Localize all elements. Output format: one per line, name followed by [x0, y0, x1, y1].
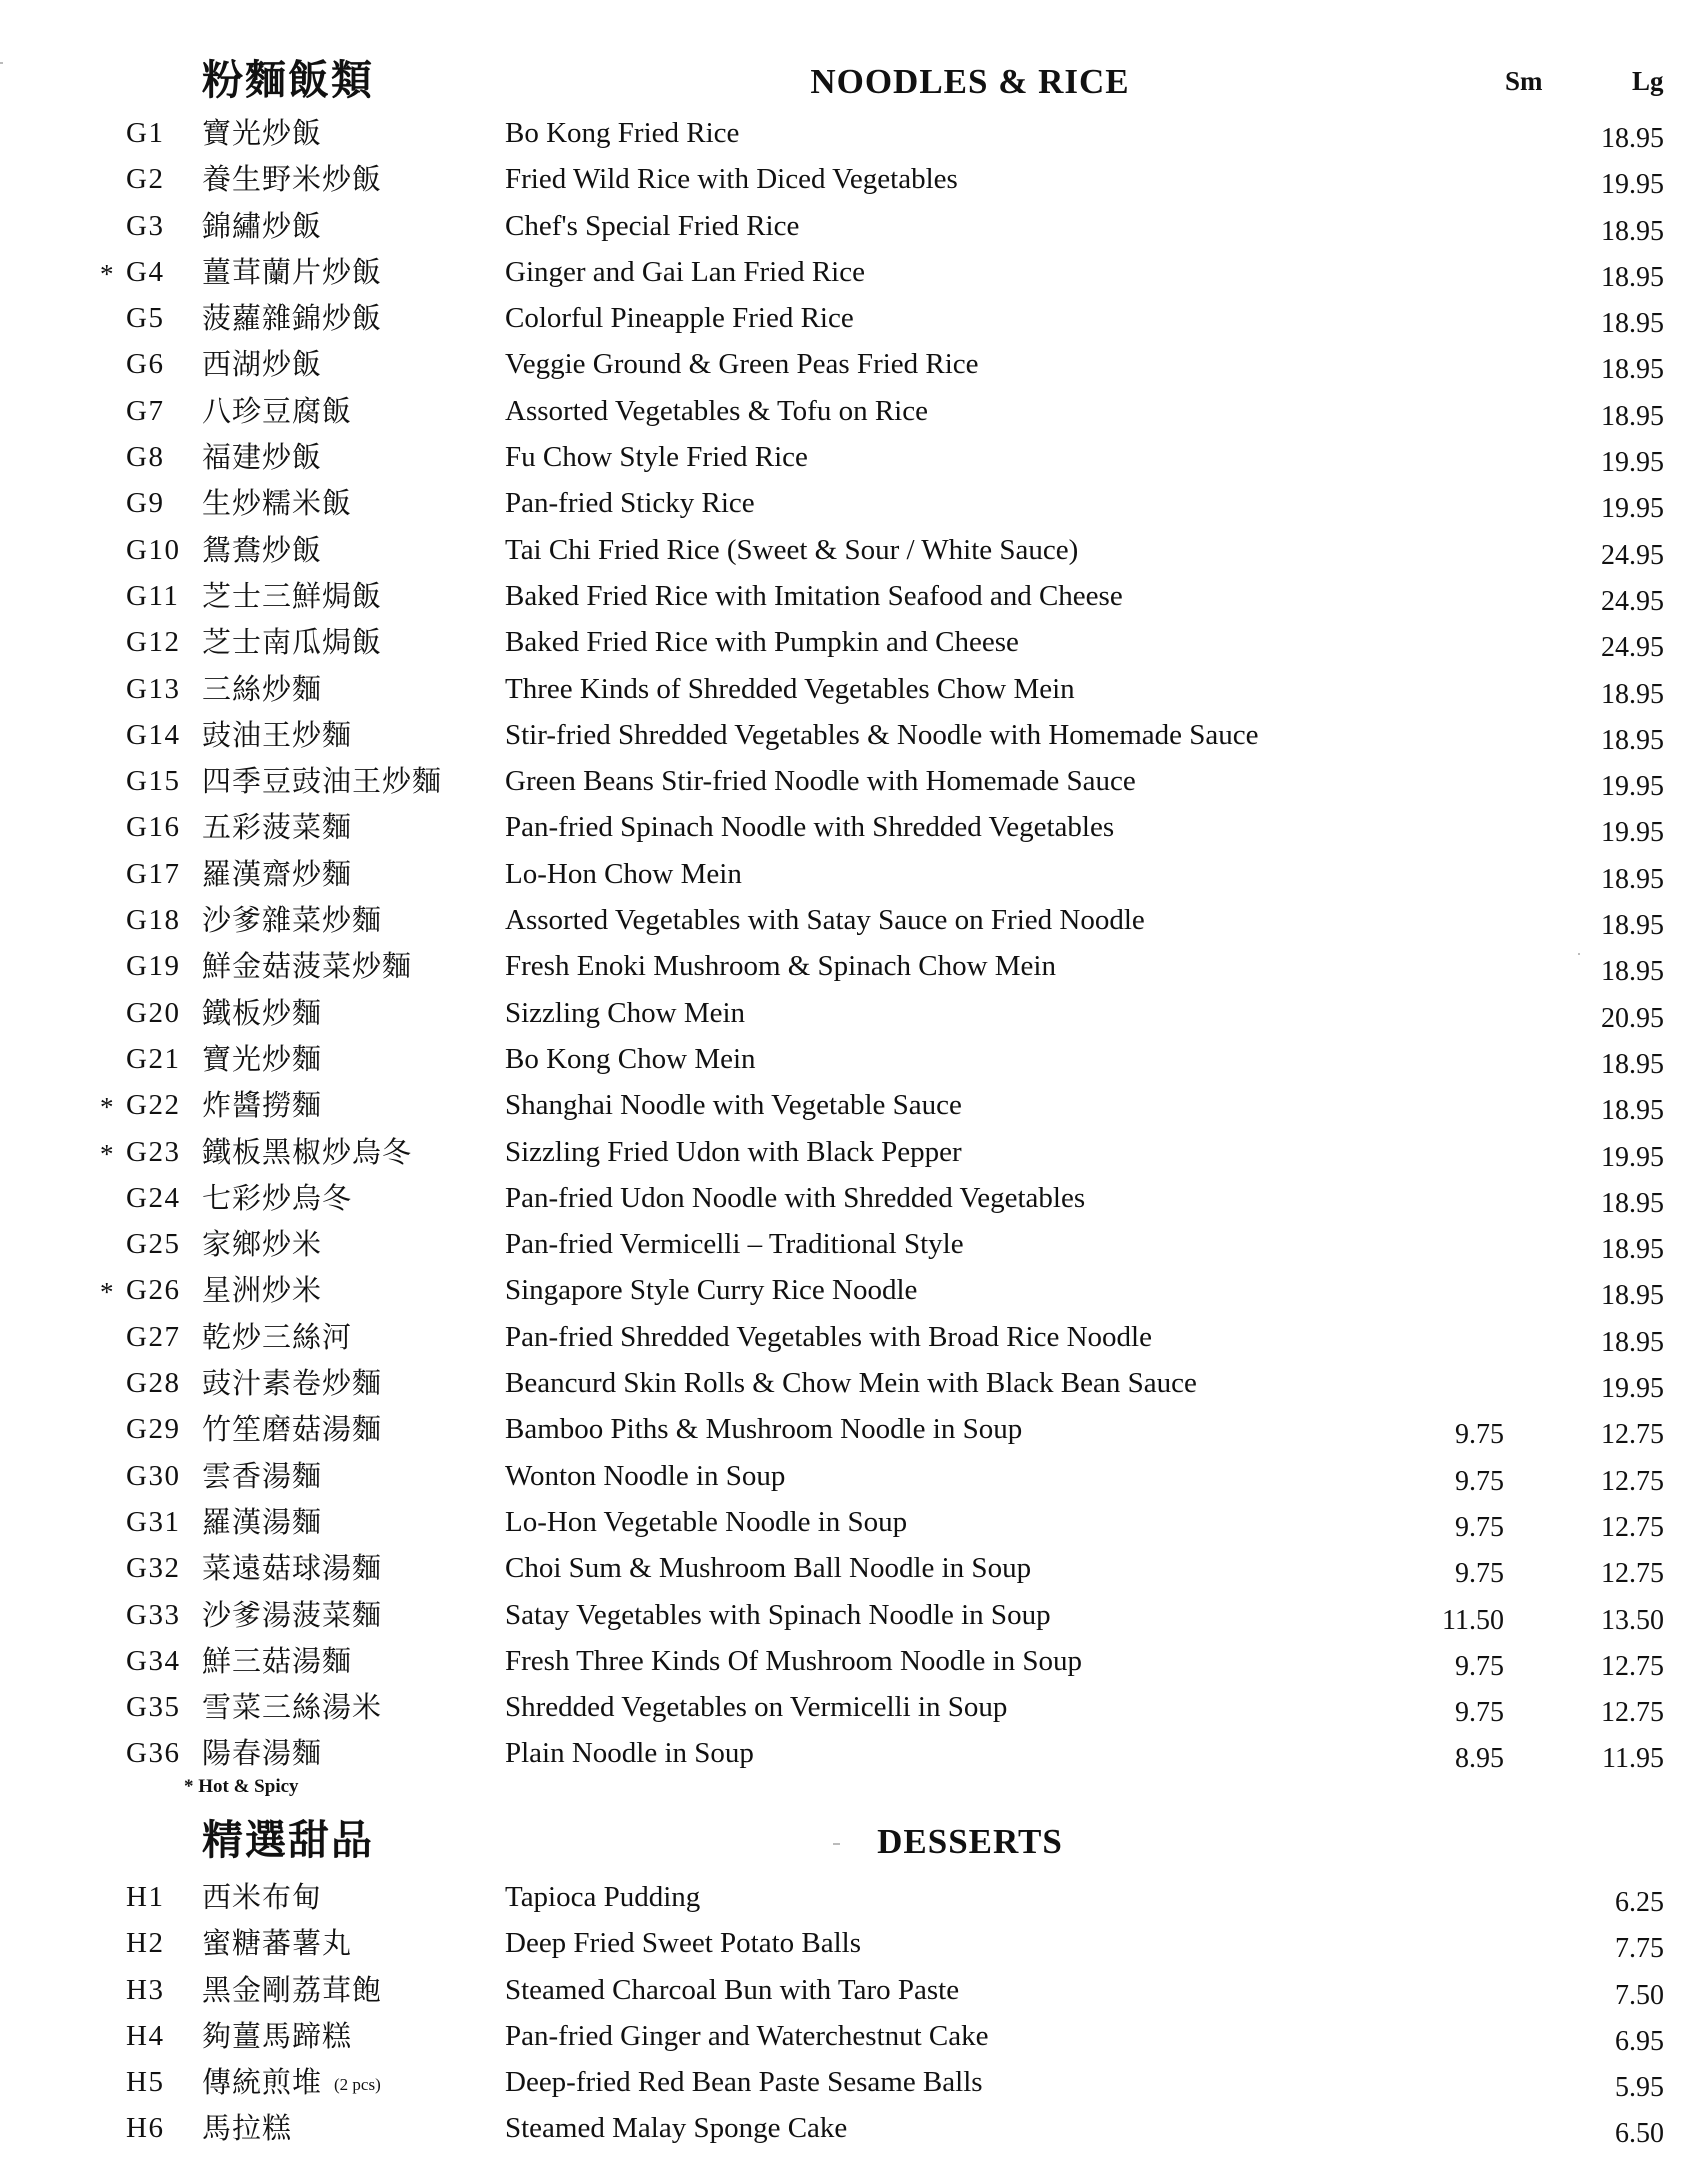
item-code: G19 [126, 950, 181, 983]
price-small: 9.75 [1455, 1511, 1504, 1543]
price-large: 24.95 [1601, 539, 1664, 571]
item-name-zh: 竹笙磨菇湯麵 [202, 1412, 383, 1447]
item-name-zh: 菠蘿雜錦炒飯 [202, 301, 383, 336]
scan-speck [0, 62, 3, 64]
price-large: 12.75 [1601, 1465, 1664, 1497]
item-name-zh: 陽春湯麵 [202, 1736, 323, 1771]
item-code: G23 [126, 1135, 181, 1168]
desserts-zh-title: 精選甜品 [202, 1816, 374, 1864]
item-name-en: Pan-fried Spinach Noodle with Shredded Vegetables [505, 811, 1115, 844]
menu-item-row [0, 159, 1700, 205]
item-name-zh: 七彩炒烏冬 [202, 1180, 353, 1215]
spicy-marker: * [100, 258, 114, 289]
item-name-zh: 家鄉炒米 [202, 1227, 323, 1262]
price-large: 18.95 [1601, 1234, 1664, 1266]
item-name-zh: 西湖炒飯 [202, 347, 323, 382]
item-name-zh: 馬拉糕 [202, 2111, 293, 2146]
item-code: G31 [126, 1505, 181, 1538]
price-large: 18.95 [1601, 1187, 1664, 1219]
item-name-en: Bamboo Piths & Mushroom Noodle in Soup [505, 1413, 1023, 1446]
menu-item-row [0, 298, 1700, 344]
item-name-en: Tai Chi Fried Rice (Sweet & Sour / White Sauce) [505, 533, 1079, 566]
item-code: G10 [126, 533, 181, 566]
price-small: 9.75 [1455, 1419, 1504, 1451]
item-name-en: Singapore Style Curry Rice Noodle [505, 1274, 918, 1307]
price-large: 18.95 [1601, 1280, 1664, 1312]
price-large: 18.95 [1601, 1326, 1664, 1358]
item-code: G16 [126, 811, 181, 844]
menu-item-row [0, 1178, 1700, 1224]
item-name-en: Lo-Hon Chow Mein [505, 857, 742, 890]
item-code: G18 [126, 904, 181, 937]
item-code: G8 [126, 441, 165, 474]
item-name-zh: 蜜糖蕃薯丸 [202, 1926, 353, 1961]
item-name-zh: 芝士三鮮焗飯 [202, 578, 383, 613]
price-large: 18.95 [1601, 1095, 1664, 1127]
item-name-zh: 鴛鴦炒飯 [202, 532, 323, 567]
menu-item-row [0, 669, 1700, 715]
item-name-en: Bo Kong Chow Mein [505, 1042, 756, 1075]
item-code: G32 [126, 1552, 181, 1585]
price-large: 24.95 [1601, 585, 1664, 617]
price-large: 24.95 [1601, 632, 1664, 664]
item-name-zh: 星洲炒米 [202, 1273, 323, 1308]
item-name-en: Fu Chow Style Fried Rice [505, 441, 808, 474]
item-code: H3 [126, 1973, 165, 2006]
menu-item-row [0, 576, 1700, 622]
menu-item-row [0, 1085, 1700, 1131]
item-code: G11 [126, 579, 180, 612]
item-name-en: Pan-fried Udon Noodle with Shredded Vegetables [505, 1181, 1086, 1214]
spicy-marker: * [100, 1092, 114, 1123]
price-large: 18.95 [1601, 910, 1664, 942]
price-large: 12.75 [1601, 1558, 1664, 1590]
item-name-en: Deep-fried Red Bean Paste Sesame Balls [505, 2066, 983, 2099]
item-code: G5 [126, 302, 165, 335]
noodles-en-title: NOODLES & RICE [810, 62, 1130, 101]
price-large: 18.95 [1601, 123, 1664, 154]
item-name-zh: 八珍豆腐飯 [202, 393, 353, 428]
menu-item-row [0, 761, 1700, 807]
item-name-en: Baked Fried Rice with Imitation Seafood and Cheese [505, 579, 1123, 612]
menu-item-row [0, 1456, 1700, 1502]
menu-item-row [0, 344, 1700, 390]
price-large: 13.50 [1601, 1604, 1664, 1636]
item-name-zh: 寶光炒麵 [202, 1041, 323, 1076]
item-code: G36 [126, 1737, 181, 1770]
item-code: G1 [126, 117, 165, 149]
menu-item-row [0, 807, 1700, 853]
price-large: 6.95 [1615, 2025, 1664, 2057]
item-code: G6 [126, 348, 165, 381]
menu-item-row [0, 1595, 1700, 1641]
item-name-zh-text: 傳統煎堆 [202, 2065, 323, 2100]
price-large: 12.75 [1601, 1511, 1664, 1543]
menu-item-row [0, 1317, 1700, 1363]
spicy-marker: * [100, 1138, 114, 1169]
price-large: 19.95 [1601, 817, 1664, 849]
item-code: G7 [126, 394, 165, 427]
price-large: 12.75 [1601, 1419, 1664, 1451]
item-code: G24 [126, 1181, 181, 1214]
item-code: H4 [126, 2019, 165, 2052]
menu-item-row [0, 2016, 1700, 2062]
hot-spicy-note: * Hot & Spicy [184, 1776, 299, 1797]
price-large: 12.75 [1601, 1697, 1664, 1729]
item-code: H6 [126, 2112, 165, 2145]
menu-item-row [0, 715, 1700, 761]
item-name-en: Chef's Special Fried Rice [505, 209, 800, 242]
item-name-en: Colorful Pineapple Fried Rice [505, 302, 854, 335]
item-code: G2 [126, 163, 165, 196]
price-large: 19.95 [1601, 771, 1664, 803]
price-large: 5.95 [1615, 2072, 1664, 2104]
item-name-en: Assorted Vegetables with Satay Sauce on Fried Noodle [505, 904, 1145, 937]
price-small: 8.95 [1455, 1743, 1504, 1775]
item-name-zh: 鮮金菇菠菜炒麵 [202, 949, 413, 984]
price-large: 20.95 [1601, 1002, 1664, 1034]
item-name-en: Stir-fried Shredded Vegetables & Noodle with Homemade Sauce [505, 718, 1259, 751]
menu-item-row [0, 1363, 1700, 1409]
item-code: G29 [126, 1413, 181, 1446]
menu-item-row [0, 854, 1700, 900]
noodles-header [0, 52, 1700, 116]
item-name-zh: 炸醬撈麵 [202, 1088, 323, 1123]
item-name-zh: 豉汁素卷炒麵 [202, 1366, 383, 1401]
price-large: 18.95 [1601, 215, 1664, 247]
item-name-en: Deep Fried Sweet Potato Balls [505, 1927, 862, 1960]
item-name-zh: 三絲炒麵 [202, 671, 323, 706]
item-name-en: Lo-Hon Vegetable Noodle in Soup [505, 1505, 908, 1538]
menu-item-row [0, 252, 1700, 298]
item-name-en: Shanghai Noodle with Vegetable Sauce [505, 1089, 962, 1122]
item-code: G25 [126, 1228, 181, 1261]
item-code: G14 [126, 718, 181, 751]
item-name-zh: 乾炒三絲河 [202, 1319, 353, 1354]
menu-item-row [0, 1923, 1700, 1969]
price-large: 18.95 [1601, 308, 1664, 340]
price-large: 6.50 [1615, 2118, 1664, 2150]
item-name-en: Pan-fried Sticky Rice [505, 487, 755, 520]
item-name-zh: 雲香湯麵 [202, 1458, 323, 1493]
price-large: 18.95 [1601, 956, 1664, 988]
menu-item-row [0, 113, 1700, 159]
menu-item-row [0, 1877, 1700, 1923]
item-code: H5 [126, 2066, 165, 2099]
menu-item-row [0, 1548, 1700, 1594]
menu-item-row [0, 1502, 1700, 1548]
price-small: 9.75 [1455, 1558, 1504, 1590]
item-name-en: Pan-fried Shredded Vegetables with Broad Rice Noodle [505, 1320, 1152, 1353]
item-code: G21 [126, 1042, 181, 1075]
scan-speck [833, 1843, 840, 1845]
price-small: 9.75 [1455, 1650, 1504, 1682]
item-code: H1 [126, 1881, 165, 1913]
menu-item-row [0, 946, 1700, 992]
item-name-zh: 薑茸蘭片炒飯 [202, 254, 383, 289]
item-name-zh: 寶光炒飯 [202, 116, 323, 150]
item-name-en: Beancurd Skin Rolls & Chow Mein with Black Bean Sauce [505, 1367, 1197, 1400]
price-large: 19.95 [1601, 1141, 1664, 1173]
item-name-zh: 鐵板炒麵 [202, 995, 323, 1030]
item-code: G4 [126, 255, 165, 288]
item-name-en: Pan-fried Ginger and Waterchestnut Cake [505, 2019, 989, 2052]
item-code: G26 [126, 1274, 181, 1307]
price-large: 19.95 [1601, 493, 1664, 525]
item-code: G22 [126, 1089, 181, 1122]
item-code: G28 [126, 1367, 181, 1400]
price-large: 18.95 [1601, 354, 1664, 386]
item-name-en: Fresh Enoki Mushroom & Spinach Chow Mein [505, 950, 1056, 983]
item-name-zh: 鮮三菇湯麵 [202, 1643, 353, 1678]
item-code: G12 [126, 626, 181, 659]
price-large: 18.95 [1601, 400, 1664, 432]
menu-item-row [0, 900, 1700, 946]
price-large: 19.95 [1601, 1373, 1664, 1405]
item-name-en: Choi Sum & Mushroom Ball Noodle in Soup [505, 1552, 1032, 1585]
item-name-zh [202, 2062, 381, 2107]
item-code: G34 [126, 1644, 181, 1677]
item-name-zh: 羅漢齋炒麵 [202, 856, 353, 891]
desserts-header [0, 1812, 1700, 1876]
item-name-zh: 芝士南瓜焗飯 [202, 625, 383, 660]
item-name-zh: 沙爹湯菠菜麵 [202, 1597, 383, 1632]
item-name-zh: 菜遠菇球湯麵 [202, 1551, 383, 1586]
item-name-en: Plain Noodle in Soup [505, 1737, 754, 1770]
item-name-zh: 生炒糯米飯 [202, 486, 353, 521]
menu-item-row [0, 2108, 1700, 2154]
noodles-list [0, 113, 1700, 1780]
item-name-zh: 羅漢湯麵 [202, 1504, 323, 1539]
menu-item-row [0, 1409, 1700, 1455]
item-code: G27 [126, 1320, 181, 1353]
price-small: 11.50 [1442, 1604, 1504, 1636]
item-quantity: (2 pcs) [334, 2075, 381, 2095]
menu-item-row [0, 483, 1700, 529]
item-code: G30 [126, 1459, 181, 1492]
item-name-en: Ginger and Gai Lan Fried Rice [505, 255, 865, 288]
price-large: 18.95 [1601, 863, 1664, 895]
menu-item-row [0, 1687, 1700, 1733]
item-name-en: Tapioca Pudding [505, 1881, 701, 1913]
column-lg-label: Lg [1632, 66, 1664, 96]
item-code: G35 [126, 1691, 181, 1724]
item-name-zh: 雪菜三絲湯米 [202, 1690, 383, 1725]
item-name-en: Three Kinds of Shredded Vegetables Chow Mein [505, 672, 1075, 705]
item-name-en: Fried Wild Rice with Diced Vegetables [505, 163, 958, 196]
item-name-zh: 養生野米炒飯 [202, 162, 383, 197]
item-code: H2 [126, 1927, 165, 1960]
item-name-zh: 豉油王炒麵 [202, 717, 353, 752]
item-name-en: Baked Fried Rice with Pumpkin and Cheese [505, 626, 1019, 659]
item-name-zh: 黑金剛荔茸飽 [202, 1972, 383, 2007]
price-large: 6.25 [1615, 1887, 1664, 1918]
price-large: 7.50 [1615, 1979, 1664, 2011]
item-name-en: Pan-fried Vermicelli – Traditional Style [505, 1228, 964, 1261]
menu-item-row [0, 993, 1700, 1039]
menu-item-row [0, 1970, 1700, 2016]
menu-item-row [0, 2062, 1700, 2108]
price-large: 19.95 [1601, 447, 1664, 479]
item-name-zh: 五彩菠菜麵 [202, 810, 353, 845]
item-name-zh: 沙爹雜菜炒麵 [202, 903, 383, 938]
item-name-en: Fresh Three Kinds Of Mushroom Noodle in Soup [505, 1644, 1083, 1677]
price-large: 18.95 [1601, 724, 1664, 756]
item-name-en: Steamed Malay Sponge Cake [505, 2112, 848, 2145]
item-name-zh: 四季豆豉油王炒麵 [202, 764, 443, 799]
item-name-en: Assorted Vegetables & Tofu on Rice [505, 394, 928, 427]
spicy-marker: * [100, 1277, 114, 1308]
item-name-en: Sizzling Fried Udon with Black Pepper [505, 1135, 962, 1168]
item-name-en: Sizzling Chow Mein [505, 996, 746, 1029]
item-name-en: Satay Vegetables with Spinach Noodle in Soup [505, 1598, 1051, 1631]
menu-item-row [0, 1132, 1700, 1178]
price-large: 19.95 [1601, 169, 1664, 201]
price-small: 9.75 [1455, 1697, 1504, 1729]
desserts-en-title: DESSERTS [877, 1822, 1063, 1861]
item-name-zh: 西米布甸 [202, 1880, 323, 1914]
noodles-zh-title: 粉麵飯類 [202, 56, 374, 104]
item-name-zh: 鐵板黑椒炒烏冬 [202, 1134, 413, 1169]
menu-item-row [0, 1733, 1700, 1779]
price-large: 18.95 [1601, 1048, 1664, 1080]
price-large: 7.75 [1615, 1933, 1664, 1965]
item-name-en: Shredded Vegetables on Vermicelli in Soup [505, 1691, 1008, 1724]
item-code: G33 [126, 1598, 181, 1631]
column-sm-label: Sm [1505, 66, 1543, 96]
item-code: G15 [126, 765, 181, 798]
price-large: 18.95 [1601, 261, 1664, 293]
price-large: 18.95 [1601, 678, 1664, 710]
item-code: G3 [126, 209, 165, 242]
item-name-zh: 夠薑馬蹄糕 [202, 2018, 353, 2053]
menu-item-row [0, 391, 1700, 437]
desserts-list [0, 1877, 1700, 2155]
menu-item-row [0, 530, 1700, 576]
menu-item-row [0, 1224, 1700, 1270]
item-name-zh: 福建炒飯 [202, 440, 323, 475]
item-name-en: Steamed Charcoal Bun with Taro Paste [505, 1973, 960, 2006]
menu-item-row [0, 1641, 1700, 1687]
item-name-en: Bo Kong Fried Rice [505, 117, 740, 149]
item-name-zh: 錦繡炒飯 [202, 208, 323, 243]
scan-speck [1578, 953, 1580, 955]
item-name-en: Green Beans Stir-fried Noodle with Homemade Sauce [505, 765, 1136, 798]
item-code: G17 [126, 857, 181, 890]
menu-item-row [0, 206, 1700, 252]
menu-item-row [0, 1270, 1700, 1316]
item-name-en: Wonton Noodle in Soup [505, 1459, 786, 1492]
item-code: G13 [126, 672, 181, 705]
menu-item-row [0, 1039, 1700, 1085]
item-code: G20 [126, 996, 181, 1029]
price-large: 12.75 [1601, 1650, 1664, 1682]
menu-item-row [0, 622, 1700, 668]
item-code: G9 [126, 487, 165, 520]
price-small: 9.75 [1455, 1465, 1504, 1497]
menu-item-row [0, 437, 1700, 483]
price-large: 11.95 [1602, 1743, 1664, 1775]
item-name-en: Veggie Ground & Green Peas Fried Rice [505, 348, 979, 381]
